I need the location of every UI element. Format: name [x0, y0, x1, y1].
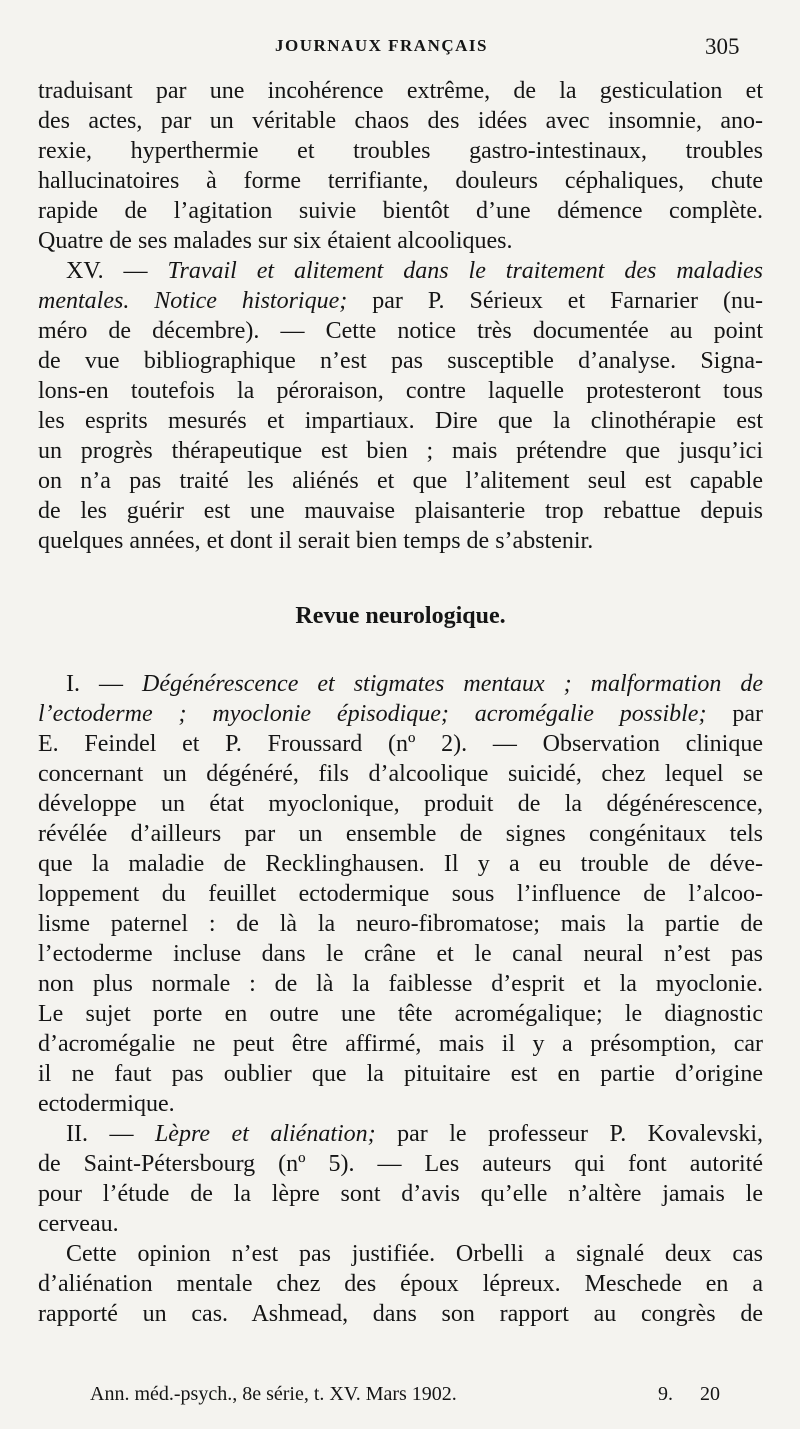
page-footer — [0, 1383, 800, 1413]
entry-number: XV. — — [66, 258, 168, 284]
paragraph-1 — [38, 76, 763, 256]
entry-authors: par P. Sérieux et Farnarier (nu- — [347, 288, 763, 314]
entry-title-italic: Dégénérescence et stigmates mentaux ; malformation de — [142, 671, 764, 697]
entry-number: II. — — [66, 1121, 155, 1147]
entry-number: I. — — [66, 671, 143, 697]
entry-title-italic: l’ectoderme ; myoclonie épisodique; acromégalie possible; — [38, 701, 707, 727]
text-line: cerveau. — [38, 1211, 119, 1237]
text-line: de vue bibliographique n’est pas susceptible d’analyse. Signa- — [38, 348, 763, 374]
text-line: quelques années, et dont il serait bien temps de s’abstenir. — [38, 528, 594, 554]
text-line: pour l’étude de la lèpre sont d’avis qu’elle n’altère jamais le — [38, 1181, 763, 1207]
text-line: on n’a pas traité les aliénés et que l’alitement seul est capable — [38, 468, 763, 494]
text-line: que la maladie de Recklinghausen. Il y a eu trouble de déve- — [38, 851, 763, 877]
text-line: d’acromégalie ne peut être affirmé, mais il y a présomption, car — [38, 1031, 763, 1057]
text-line: rexie, hyperthermie et troubles gastro-intestinaux, troubles — [38, 138, 763, 164]
review-entry-title — [38, 669, 763, 699]
entry-authors: par — [706, 701, 763, 727]
text-line: révélée d’ailleurs par un ensemble de signes congénitaux tels — [38, 821, 763, 847]
entry-authors: par le professeur P. Kovalevski, — [375, 1121, 763, 1147]
entry-title-italic: Travail et alitement dans le traitement des maladies — [167, 258, 763, 284]
text-line: méro de décembre). — Cette notice très documentée au point — [38, 318, 763, 344]
text-line: hallucinatoires à forme terrifiante, douleurs céphaliques, chute — [38, 168, 763, 194]
text-line: d’aliénation mentale chez des époux lépreux. Meschede en a — [38, 1271, 763, 1297]
text-line — [38, 286, 763, 316]
text-line: rapporté un cas. Ashmead, dans son rapport au congrès de — [38, 1301, 763, 1327]
text-line: de Saint-Pétersbourg (nº 5). — Les auteurs qui font autorité — [38, 1151, 763, 1177]
text-line: lons-en toutefois la péroraison, contre laquelle protesteront tous — [38, 378, 763, 404]
text-line: traduisant par une incohérence extrême, de la gesticulation et — [38, 78, 763, 104]
text-line: rapide de l’agitation suivie bientôt d’une démence complète. — [38, 198, 763, 224]
text-line: Cette opinion n’est pas justifiée. Orbelli a signalé deux cas — [66, 1241, 763, 1267]
text-line: lisme paternel : de là la neuro-fibromatose; mais la partie de — [38, 911, 763, 937]
text-line: des actes, par un véritable chaos des idées avec insomnie, ano- — [38, 108, 763, 134]
body-text — [38, 76, 763, 1329]
text-line: un progrès thérapeutique est bien ; mais prétendre que jusqu’ici — [38, 438, 763, 464]
entry-title-italic: Lèpre et aliénation; — [154, 1121, 376, 1147]
review-entry-title — [38, 256, 763, 286]
text-line: ectodermique. — [38, 1091, 175, 1117]
text-line: non plus normale : de là la faiblesse d’esprit et la myoclonie. — [38, 971, 763, 997]
text-line: les esprits mesurés et impartiaux. Dire que la clinothérapie est — [38, 408, 763, 434]
paragraph-5 — [38, 1239, 763, 1329]
paragraph-3 — [38, 669, 763, 1119]
text-line: de les guérir est une mauvaise plaisanterie trop rebattue depuis — [38, 498, 763, 524]
text-line: concernant un dégénéré, fils d’alcoolique suicidé, chez lequel se — [38, 761, 763, 787]
page-number: 305 — [705, 34, 740, 59]
entry-title-italic: mentales. Notice historique; — [38, 288, 348, 314]
running-head — [0, 34, 800, 64]
paragraph-2 — [38, 256, 763, 556]
footer-signature: 9. 20 — [658, 1383, 720, 1405]
text-line: E. Feindel et P. Froussard (nº 2). — Observation clinique — [38, 731, 763, 757]
text-line: Quatre de ses malades sur six étaient alcooliques. — [38, 228, 513, 254]
text-line — [38, 699, 763, 729]
paragraph-4 — [38, 1119, 763, 1239]
text-line: il ne faut pas oublier que la pituitaire est en partie d’origine — [38, 1061, 763, 1087]
running-title: JOURNAUX FRANÇAIS — [275, 36, 488, 55]
footer-citation: Ann. méd.-psych., 8e série, t. XV. Mars 1902. — [90, 1383, 457, 1405]
section-heading: Revue neurologique. — [295, 603, 506, 629]
text-line: Le sujet porte en outre une tête acromégalique; le diagnostic — [38, 1001, 763, 1027]
review-entry-title — [38, 1119, 763, 1149]
text-line: loppement du feuillet ectodermique sous l’influence de l’alcoo- — [38, 881, 763, 907]
text-line: l’ectoderme incluse dans le crâne et le canal neural n’est pas — [38, 941, 763, 967]
text-line: développe un état myoclonique, produit de la dégénérescence, — [38, 791, 763, 817]
